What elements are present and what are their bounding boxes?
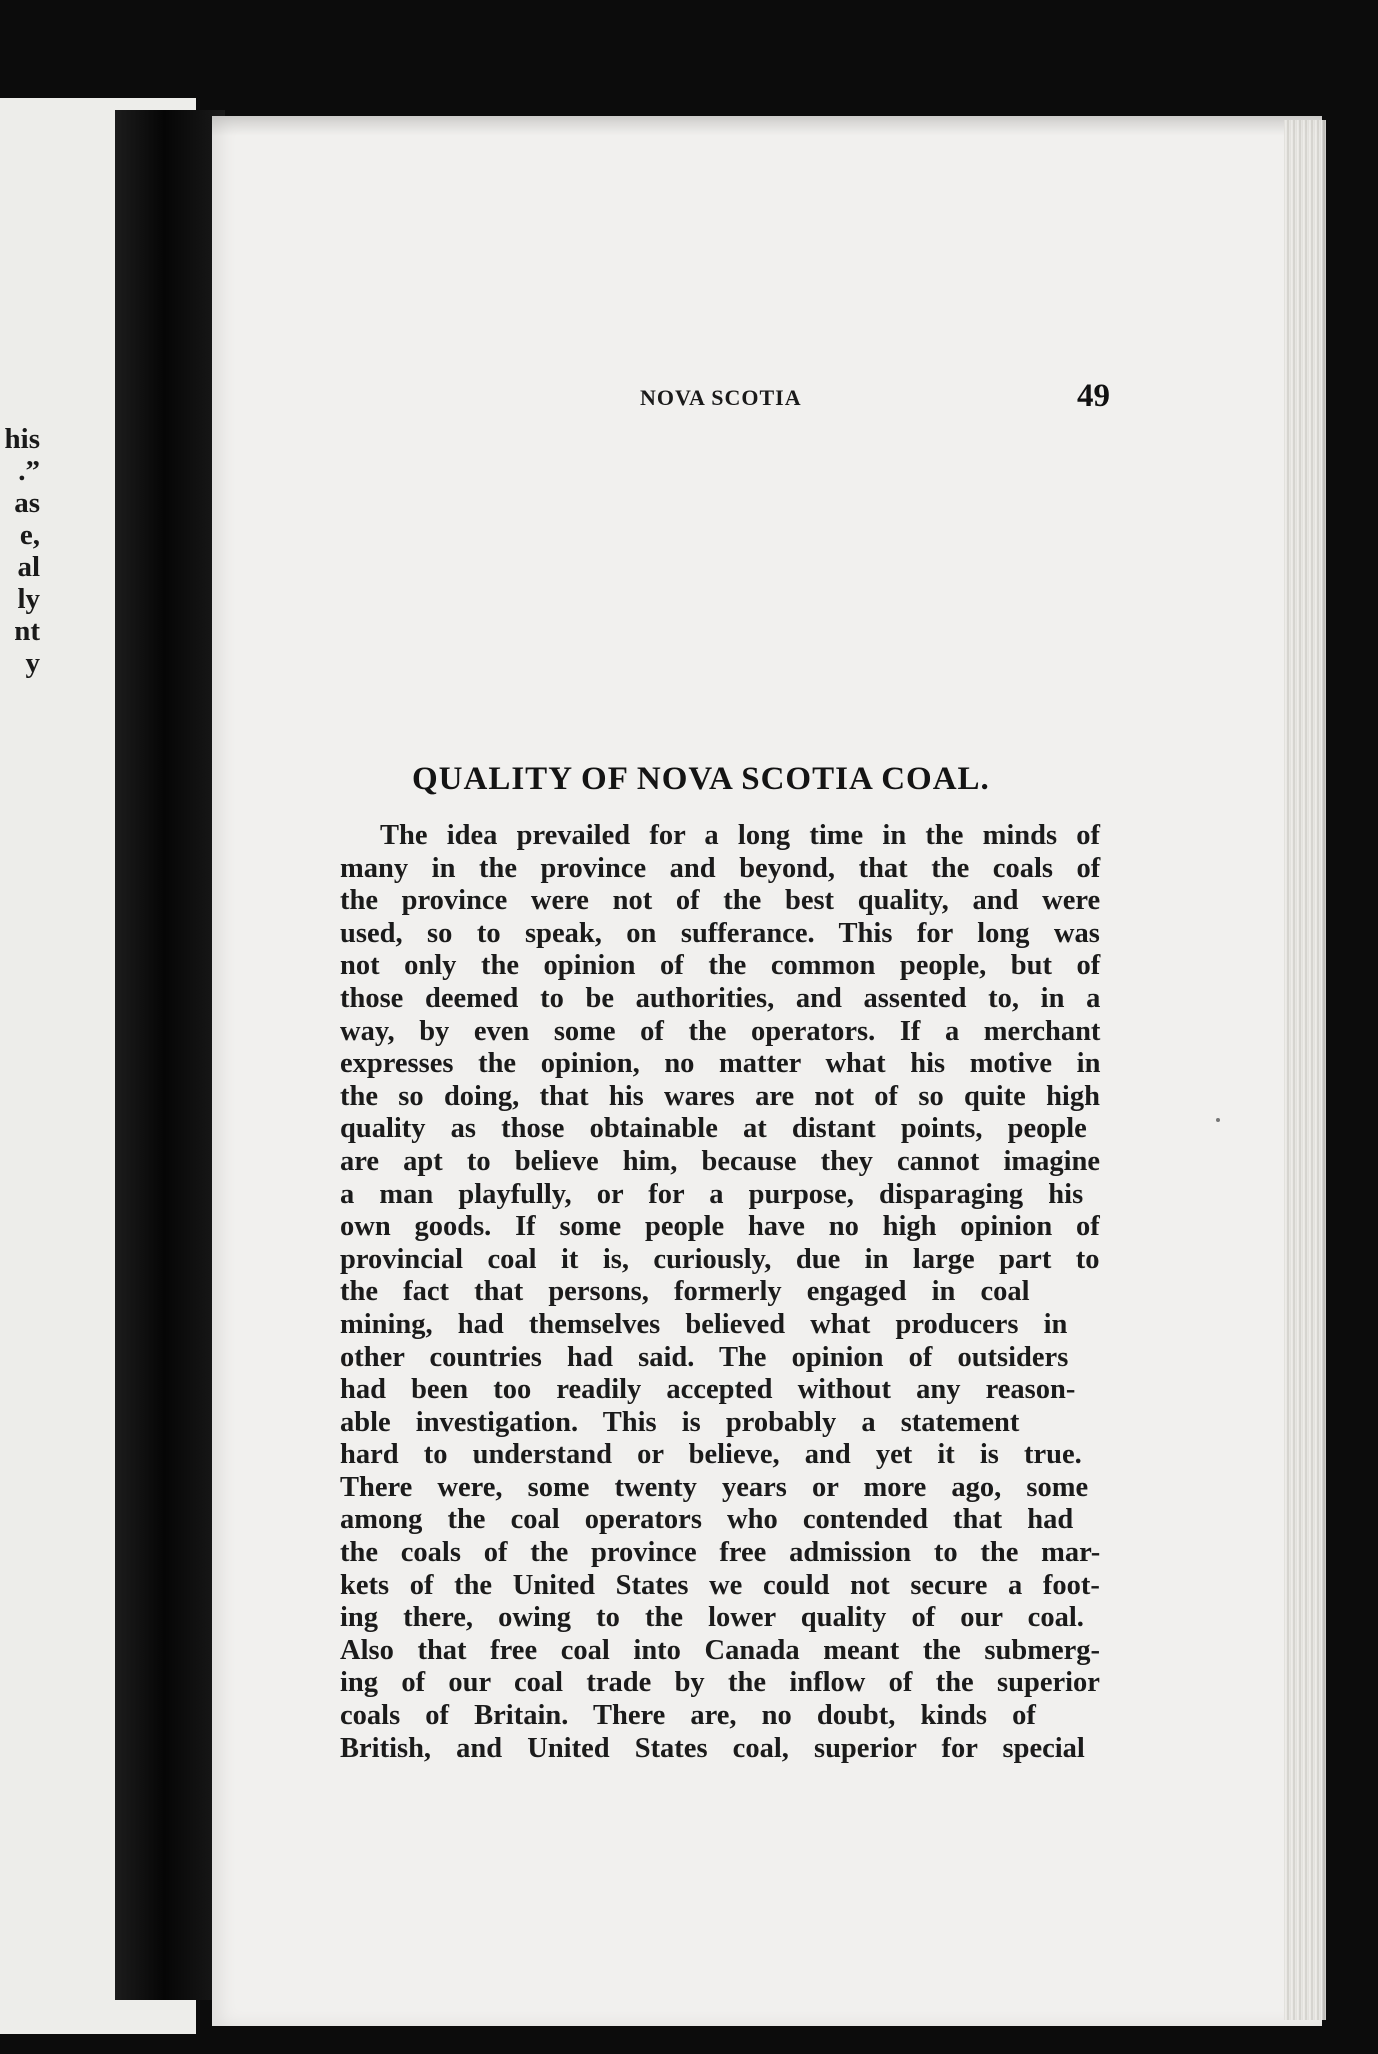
left-page-line: e, bbox=[19, 519, 40, 551]
body-line: able investigation. This is probably a statement bbox=[340, 1406, 1020, 1438]
page-shadow bbox=[212, 116, 1322, 136]
running-head: NOVA SCOTIA bbox=[640, 385, 802, 410]
body-line: among the coal operators who contended that had bbox=[340, 1504, 1074, 1536]
body-line: a man playfully, or for a purpose, disparaging his bbox=[340, 1178, 1084, 1210]
body-line: The idea prevailed for a long time in the minds of bbox=[380, 820, 1101, 851]
body-line: There were, some twenty years or more ago, some bbox=[340, 1471, 1089, 1503]
left-page-line: .” bbox=[18, 455, 40, 487]
body-line: own goods. If some people have no high opinion of bbox=[340, 1211, 1100, 1243]
body-line: hard to understand or believe, and yet it is true. bbox=[340, 1439, 1082, 1471]
body-line: British, and United States coal, superior for special bbox=[340, 1732, 1085, 1764]
body-line: quality as those obtainable at distant points, people bbox=[340, 1113, 1087, 1145]
body-line: the province were not of the best quality, and were bbox=[340, 885, 1101, 917]
body-paragraph bbox=[340, 820, 1100, 1765]
left-page-line: ly bbox=[17, 583, 40, 615]
body-line: the so doing, that his wares are not of so quite high bbox=[340, 1080, 1100, 1112]
left-page-text-fragment bbox=[0, 423, 40, 679]
body-line: many in the province and beyond, that the coals of bbox=[340, 852, 1101, 884]
chapter-title: QUALITY OF NOVA SCOTIA COAL. bbox=[412, 761, 990, 797]
body-line: coals of Britain. There are, no doubt, kinds of bbox=[340, 1700, 1036, 1732]
body-line: provincial coal it is, curiously, due in large part to bbox=[340, 1243, 1100, 1275]
body-line: ing there, owing to the lower quality of our coal. bbox=[340, 1602, 1084, 1634]
left-page-line: as bbox=[14, 487, 40, 519]
body-line: way, by even some of the operators. If a merchant bbox=[340, 1015, 1101, 1047]
left-page-line: nt bbox=[14, 615, 40, 647]
body-line: those deemed to be authorities, and assented to, in a bbox=[340, 982, 1101, 1014]
book-gutter bbox=[115, 110, 225, 2000]
body-line: other countries had said. The opinion of outsiders bbox=[340, 1341, 1069, 1373]
body-line: had been too readily accepted without any reason- bbox=[340, 1374, 1076, 1406]
body-line: Also that free coal into Canada meant the submerg- bbox=[340, 1634, 1101, 1666]
left-page-line: his bbox=[4, 423, 40, 455]
scan-speck bbox=[1216, 1118, 1220, 1122]
body-line: the fact that persons, formerly engaged in coal bbox=[340, 1276, 1030, 1308]
body-line: expresses the opinion, no matter what his motive in bbox=[340, 1048, 1101, 1080]
page-edges bbox=[1284, 120, 1326, 2020]
body-line: ing of our coal trade by the inflow of the superior bbox=[340, 1667, 1100, 1699]
body-line: the coals of the province free admission to the mar- bbox=[340, 1537, 1101, 1569]
page-number: 49 bbox=[1077, 378, 1110, 414]
body-line: not only the opinion of the common people, but of bbox=[340, 950, 1101, 982]
left-page-line: y bbox=[25, 647, 40, 679]
body-line: are apt to believe him, because they cannot imagine bbox=[340, 1145, 1101, 1177]
body-line: kets of the United States we could not secure a foot- bbox=[340, 1569, 1100, 1601]
left-page-line: al bbox=[17, 551, 40, 583]
body-line: used, so to speak, on sufferance. This for long was bbox=[340, 917, 1100, 949]
body-line: mining, had themselves believed what producers in bbox=[340, 1308, 1068, 1340]
